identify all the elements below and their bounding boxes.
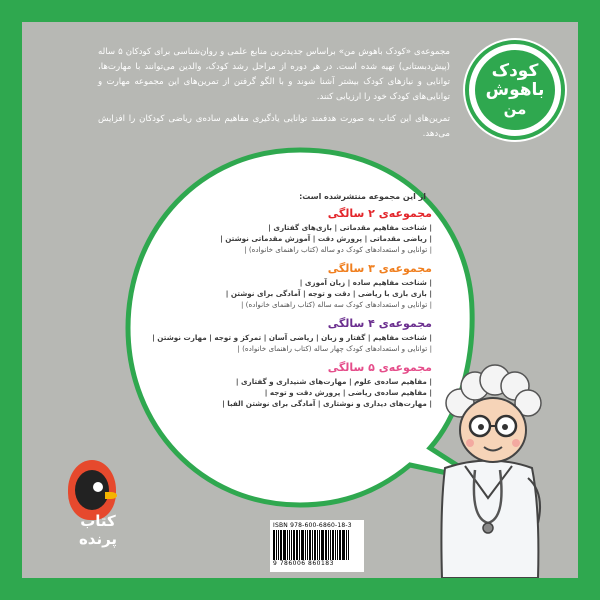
barcode-bar — [337, 530, 338, 560]
barcode-bar — [319, 530, 320, 560]
barcode-bar — [293, 530, 295, 560]
barcode-bar — [280, 530, 282, 560]
series-2-title: مجموعه‌ی ۲ سالگی — [327, 207, 432, 220]
publisher-name — [50, 512, 146, 548]
publisher-name-line-1: کتاب — [80, 512, 116, 530]
intro-paragraph-2: تمرین‌های این کتاب به صورت هدفمند توانایی یادگیری مفاهیم ساده‌ی ریاضی کودکان را افزایش می‌دهد. — [98, 114, 450, 139]
series-4-years — [152, 317, 432, 354]
publisher-logo — [50, 458, 148, 576]
series-2-years — [178, 207, 432, 255]
barcode-bar — [346, 530, 347, 560]
logo-line-1: کودک — [491, 60, 539, 81]
barcode-bar — [289, 530, 290, 560]
logo-line-3: من — [503, 99, 527, 118]
barcode-bar — [328, 530, 329, 560]
barcode-bar — [330, 530, 331, 560]
bird-body — [75, 470, 109, 510]
logo-line-2: باهوش — [485, 79, 545, 100]
barcode-bar — [332, 530, 334, 560]
barcode-bar — [335, 530, 336, 560]
bird-icon — [68, 460, 116, 520]
series-2-line-1: | شناخت مفاهیم مقدماتی | بازی‌های گفتاری | — [268, 223, 432, 232]
barcode-bar — [309, 530, 311, 560]
grandma-doctor-illustration — [420, 348, 560, 578]
barcode-bar — [348, 530, 349, 560]
series-5-years — [178, 361, 432, 409]
barcode-number: 9 786006 860183 — [273, 560, 334, 567]
barcode-bar — [299, 530, 300, 560]
isbn-label: ISBN 978-600-6860-18-3 — [273, 522, 352, 529]
series-3-line-3: | توانایی و استعدادهای کودک سه ساله (کتاب راهنمای خانواده) | — [240, 300, 432, 309]
barcode-bar — [287, 530, 288, 560]
series-2-line-2: | ریاضی مقدماتی | پرورش دقت | آموزش مقدماتی نوشتن | — [220, 234, 432, 243]
barcode-bar — [291, 530, 292, 560]
series-3-line-2: | بازی بازی با ریاضی | دقت و توجه | آمادگی برای نوشتن | — [225, 289, 432, 298]
barcode-bar — [312, 530, 313, 560]
series-2-line-3: | توانایی و استعدادهای کودک دو ساله (کتاب راهنمای خانواده) | — [244, 245, 432, 254]
series-4-line-2: | توانایی و استعدادهای کودک چهار ساله (کتاب راهنمای خانواده) | — [237, 344, 432, 353]
series-5-line-3: | مهارت‌های دیداری و نوشتاری | آمادگی برای نوشتن الفبا | — [222, 399, 432, 408]
series-5-line-2: | مفاهیم ساده‌ی ریاضی | پرورش دقت و توجه | — [264, 388, 432, 397]
series-5-title: مجموعه‌ی ۵ سالگی — [327, 361, 432, 374]
series-5-line-1: | مفاهیم ساده‌ی علوم | مهارت‌های شنیداری و گفتاری | — [235, 377, 432, 386]
barcode-bar — [321, 530, 324, 560]
series-3-line-1: | شناخت مفاهیم ساده | زبان آموزی | — [299, 278, 432, 287]
barcode-bar — [283, 530, 286, 560]
barcode-bar — [296, 530, 298, 560]
bubble-header: از این مجموعه منتشرشده است: — [299, 192, 426, 201]
barcode-bar — [342, 530, 345, 560]
barcode-bars — [273, 530, 359, 560]
barcode-bar — [307, 530, 308, 560]
barcode-bar — [305, 530, 306, 560]
series-3-years — [178, 262, 432, 310]
bird-beak — [105, 492, 117, 499]
series-3-title: مجموعه‌ی ۳ سالگی — [327, 262, 432, 275]
bird-eye — [93, 482, 103, 492]
barcode-bar — [273, 530, 275, 560]
barcode-bar — [278, 530, 279, 560]
barcode-bar — [317, 530, 318, 560]
series-4-line-1: | شناخت مفاهیم | گفتار و زبان | ریاضی آسان | تمرکز و توجه | مهارت نوشتن | — [152, 333, 432, 342]
barcode-bar — [339, 530, 341, 560]
barcode-bar — [276, 530, 277, 560]
barcode-bar — [301, 530, 304, 560]
series-4-title: مجموعه‌ی ۴ سالگی — [327, 317, 432, 330]
isbn-barcode — [270, 520, 364, 572]
published-series-list — [152, 192, 432, 416]
barcode-bar — [325, 530, 327, 560]
publisher-name-line-2: پرنده — [78, 530, 118, 548]
barcode-bar — [314, 530, 316, 560]
intro-paragraph-1: مجموعه‌ی «کودک باهوش من» براساس جدیدترین منابع علمی و روان‌شناسی برای کودکان ۵ ساله (پیش‌دبستانی) تهیه شده است. در هر دوره از مراحل رشد کودک، والدین می‌توانند با مهارت‌ها، توانایی و نیازهای کودک بیشتر آشنا شوند و با الگو گرفتن از تمرین‌های این مجموعه مهارت و توانایی‌های کودک خود را ارزیابی کنند. — [98, 47, 451, 102]
